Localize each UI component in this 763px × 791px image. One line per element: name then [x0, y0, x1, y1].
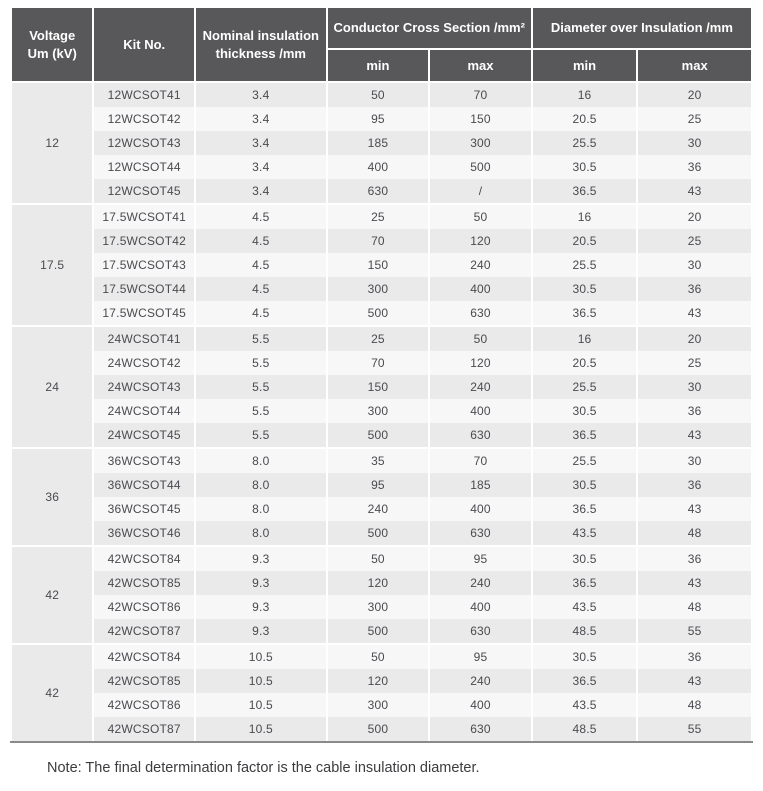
table-row	[12, 301, 751, 325]
cell-kit-no: 24WCSOT44	[94, 399, 194, 423]
table-row	[12, 203, 751, 229]
cell-ccs-min: 500	[328, 521, 429, 545]
cell-thickness: 5.5	[196, 423, 326, 447]
cell-kit-no: 17.5WCSOT41	[94, 203, 194, 229]
cell-doi-max: 43	[638, 669, 751, 693]
cell-ccs-min: 35	[328, 447, 429, 473]
cell-kit-no: 12WCSOT45	[94, 179, 194, 203]
table-row	[12, 351, 751, 375]
cell-thickness: 4.5	[196, 229, 326, 253]
cell-ccs-max: 185	[430, 473, 531, 497]
cell-ccs-max: 400	[430, 497, 531, 521]
cell-ccs-min: 500	[328, 619, 429, 643]
table-row	[12, 253, 751, 277]
table-row	[12, 473, 751, 497]
col-header-nominal-line1: Nominal insulation	[202, 27, 319, 43]
cell-doi-min: 25.5	[533, 131, 637, 155]
table-row	[12, 179, 751, 203]
col-header-kit-no: Kit No.	[94, 8, 194, 81]
cell-doi-min: 16	[533, 203, 637, 229]
cell-doi-max: 36	[638, 155, 751, 179]
cell-thickness: 4.5	[196, 277, 326, 301]
cell-doi-max: 48	[638, 595, 751, 619]
spec-table	[10, 8, 753, 741]
cell-thickness: 3.4	[196, 107, 326, 131]
cell-doi-min: 25.5	[533, 447, 637, 473]
cell-ccs-max: 240	[430, 253, 531, 277]
cell-doi-min: 30.5	[533, 399, 637, 423]
cell-kit-no: 36WCSOT46	[94, 521, 194, 545]
cell-kit-no: 42WCSOT86	[94, 693, 194, 717]
cell-thickness: 10.5	[196, 717, 326, 741]
cell-kit-no: 42WCSOT87	[94, 717, 194, 741]
cell-doi-min: 36.5	[533, 571, 637, 595]
cell-thickness: 3.4	[196, 131, 326, 155]
cell-doi-max: 20	[638, 325, 751, 351]
voltage-group-cell: 42	[12, 643, 92, 741]
cell-ccs-min: 400	[328, 155, 429, 179]
cell-ccs-min: 50	[328, 545, 429, 571]
table-row	[12, 81, 751, 107]
table-row	[12, 399, 751, 423]
cell-thickness: 3.4	[196, 179, 326, 203]
cell-doi-max: 25	[638, 351, 751, 375]
cell-kit-no: 42WCSOT87	[94, 619, 194, 643]
table-row	[12, 643, 751, 669]
cell-thickness: 5.5	[196, 399, 326, 423]
cell-ccs-max: 240	[430, 669, 531, 693]
cell-ccs-min: 25	[328, 325, 429, 351]
subheader-ccs-min: min	[328, 48, 429, 81]
voltage-group-cell: 42	[12, 545, 92, 643]
table-row	[12, 423, 751, 447]
cell-kit-no: 42WCSOT86	[94, 595, 194, 619]
cell-ccs-min: 300	[328, 399, 429, 423]
cell-ccs-max: 95	[430, 643, 531, 669]
cell-doi-max: 20	[638, 81, 751, 107]
cell-ccs-max: 120	[430, 229, 531, 253]
cell-kit-no: 24WCSOT45	[94, 423, 194, 447]
cell-thickness: 3.4	[196, 155, 326, 179]
cell-doi-max: 36	[638, 399, 751, 423]
cell-ccs-min: 70	[328, 351, 429, 375]
footnote: Note: The final determination factor is the cable insulation diameter.	[47, 760, 480, 776]
cell-doi-min: 43.5	[533, 521, 637, 545]
col-header-voltage	[12, 8, 92, 81]
cell-kit-no: 36WCSOT45	[94, 497, 194, 521]
cell-thickness: 5.5	[196, 351, 326, 375]
table-row	[12, 717, 751, 741]
cell-kit-no: 17.5WCSOT42	[94, 229, 194, 253]
cell-ccs-min: 70	[328, 229, 429, 253]
cell-ccs-min: 50	[328, 81, 429, 107]
cell-kit-no: 12WCSOT41	[94, 81, 194, 107]
table-row	[12, 277, 751, 301]
cell-ccs-min: 50	[328, 643, 429, 669]
table-row	[12, 325, 751, 351]
cell-ccs-max: 70	[430, 81, 531, 107]
cell-thickness: 9.3	[196, 545, 326, 571]
cell-doi-min: 20.5	[533, 229, 637, 253]
cell-ccs-max: 70	[430, 447, 531, 473]
cell-ccs-max: 120	[430, 351, 531, 375]
cell-doi-min: 30.5	[533, 155, 637, 179]
cell-thickness: 5.5	[196, 375, 326, 399]
cell-doi-max: 43	[638, 179, 751, 203]
cell-thickness: 8.0	[196, 521, 326, 545]
col-header-diameter-over-insulation: Diameter over Insulation /mm	[533, 8, 751, 48]
cell-ccs-min: 240	[328, 497, 429, 521]
cell-doi-max: 36	[638, 277, 751, 301]
table-row	[12, 131, 751, 155]
cell-kit-no: 42WCSOT85	[94, 669, 194, 693]
cell-doi-min: 25.5	[533, 253, 637, 277]
cell-doi-max: 25	[638, 107, 751, 131]
cell-doi-min: 36.5	[533, 669, 637, 693]
cell-ccs-min: 500	[328, 717, 429, 741]
cell-thickness: 4.5	[196, 301, 326, 325]
cell-thickness: 10.5	[196, 669, 326, 693]
cell-doi-max: 43	[638, 571, 751, 595]
cell-ccs-max: 50	[430, 325, 531, 351]
cell-kit-no: 42WCSOT84	[94, 643, 194, 669]
table-row	[12, 595, 751, 619]
cell-doi-max: 30	[638, 375, 751, 399]
cell-doi-max: 48	[638, 693, 751, 717]
cell-kit-no: 12WCSOT43	[94, 131, 194, 155]
cell-doi-min: 30.5	[533, 545, 637, 571]
cell-doi-max: 30	[638, 131, 751, 155]
cell-ccs-max: 300	[430, 131, 531, 155]
cell-ccs-max: 630	[430, 301, 531, 325]
cell-ccs-min: 150	[328, 375, 429, 399]
cell-kit-no: 12WCSOT42	[94, 107, 194, 131]
cell-doi-max: 43	[638, 301, 751, 325]
cell-doi-min: 48.5	[533, 717, 637, 741]
cell-thickness: 3.4	[196, 81, 326, 107]
cell-ccs-max: 400	[430, 277, 531, 301]
cell-ccs-min: 185	[328, 131, 429, 155]
cell-kit-no: 36WCSOT43	[94, 447, 194, 473]
cell-ccs-min: 120	[328, 669, 429, 693]
table-row	[12, 497, 751, 521]
cell-doi-min: 20.5	[533, 351, 637, 375]
cell-ccs-min: 630	[328, 179, 429, 203]
cell-thickness: 5.5	[196, 325, 326, 351]
cell-ccs-max: 400	[430, 693, 531, 717]
table-row	[12, 447, 751, 473]
col-header-conductor-cross-section: Conductor Cross Section /mm²	[328, 8, 531, 48]
cell-ccs-min: 300	[328, 693, 429, 717]
table-row	[12, 619, 751, 643]
cell-ccs-min: 25	[328, 203, 429, 229]
table-row	[12, 229, 751, 253]
cell-doi-min: 25.5	[533, 375, 637, 399]
cell-thickness: 4.5	[196, 203, 326, 229]
voltage-group-cell: 12	[12, 81, 92, 203]
cell-doi-min: 36.5	[533, 179, 637, 203]
cell-kit-no: 17.5WCSOT43	[94, 253, 194, 277]
cell-ccs-min: 300	[328, 277, 429, 301]
cell-thickness: 9.3	[196, 595, 326, 619]
subheader-doi-max: max	[638, 48, 751, 81]
cell-doi-min: 30.5	[533, 277, 637, 301]
cell-doi-min: 16	[533, 325, 637, 351]
cell-ccs-max: 240	[430, 571, 531, 595]
cell-thickness: 9.3	[196, 571, 326, 595]
col-header-voltage-line1: Voltage	[29, 27, 76, 43]
cell-doi-max: 20	[638, 203, 751, 229]
cell-thickness: 4.5	[196, 253, 326, 277]
cell-doi-min: 43.5	[533, 595, 637, 619]
cell-kit-no: 42WCSOT85	[94, 571, 194, 595]
cell-ccs-max: 400	[430, 399, 531, 423]
cell-ccs-max: 630	[430, 619, 531, 643]
cell-ccs-max: 400	[430, 595, 531, 619]
page	[0, 8, 763, 776]
voltage-group-cell: 36	[12, 447, 92, 545]
cell-doi-min: 16	[533, 81, 637, 107]
cell-doi-min: 48.5	[533, 619, 637, 643]
table-row	[12, 545, 751, 571]
cell-ccs-max: /	[430, 179, 531, 203]
subheader-ccs-max: max	[430, 48, 531, 81]
cell-doi-min: 30.5	[533, 473, 637, 497]
table-header	[12, 8, 751, 81]
cell-thickness: 9.3	[196, 619, 326, 643]
cell-ccs-max: 500	[430, 155, 531, 179]
cell-doi-max: 25	[638, 229, 751, 253]
cell-doi-max: 36	[638, 643, 751, 669]
table-row	[12, 693, 751, 717]
table-body	[12, 81, 751, 741]
cell-thickness: 10.5	[196, 643, 326, 669]
col-header-nominal-thickness	[196, 8, 326, 81]
cell-doi-max: 43	[638, 423, 751, 447]
table-row	[12, 571, 751, 595]
cell-thickness: 8.0	[196, 497, 326, 521]
table-row	[12, 521, 751, 545]
cell-doi-min: 36.5	[533, 301, 637, 325]
table-row	[12, 669, 751, 693]
cell-kit-no: 36WCSOT44	[94, 473, 194, 497]
cell-doi-min: 36.5	[533, 423, 637, 447]
cell-ccs-min: 95	[328, 107, 429, 131]
cell-doi-max: 30	[638, 447, 751, 473]
cell-kit-no: 24WCSOT42	[94, 351, 194, 375]
subheader-doi-min: min	[533, 48, 637, 81]
cell-doi-min: 20.5	[533, 107, 637, 131]
cell-ccs-min: 500	[328, 423, 429, 447]
cell-ccs-min: 150	[328, 253, 429, 277]
header-row-main	[12, 8, 751, 48]
cell-ccs-min: 300	[328, 595, 429, 619]
cell-ccs-max: 630	[430, 717, 531, 741]
cell-doi-min: 30.5	[533, 643, 637, 669]
cell-ccs-min: 500	[328, 301, 429, 325]
cell-thickness: 8.0	[196, 447, 326, 473]
table-row	[12, 375, 751, 399]
cell-thickness: 10.5	[196, 693, 326, 717]
cell-ccs-max: 240	[430, 375, 531, 399]
cell-doi-max: 43	[638, 497, 751, 521]
voltage-group-cell: 24	[12, 325, 92, 447]
cell-thickness: 8.0	[196, 473, 326, 497]
cell-kit-no: 42WCSOT84	[94, 545, 194, 571]
cell-doi-max: 36	[638, 473, 751, 497]
cell-kit-no: 17.5WCSOT44	[94, 277, 194, 301]
cell-doi-max: 36	[638, 545, 751, 571]
voltage-group-cell: 17.5	[12, 203, 92, 325]
cell-kit-no: 12WCSOT44	[94, 155, 194, 179]
col-header-nominal-line2: thickness /mm	[215, 45, 306, 61]
cell-doi-max: 55	[638, 619, 751, 643]
cell-doi-max: 55	[638, 717, 751, 741]
cell-kit-no: 24WCSOT43	[94, 375, 194, 399]
cell-doi-min: 36.5	[533, 497, 637, 521]
cell-ccs-max: 630	[430, 521, 531, 545]
cell-ccs-min: 120	[328, 571, 429, 595]
cell-doi-max: 48	[638, 521, 751, 545]
table-row	[12, 107, 751, 131]
cell-ccs-max: 50	[430, 203, 531, 229]
cell-ccs-max: 150	[430, 107, 531, 131]
table-row	[12, 155, 751, 179]
cell-doi-max: 30	[638, 253, 751, 277]
cell-ccs-max: 630	[430, 423, 531, 447]
col-header-voltage-line2: Um (kV)	[27, 45, 77, 61]
cell-ccs-min: 95	[328, 473, 429, 497]
cell-kit-no: 17.5WCSOT45	[94, 301, 194, 325]
spec-table-container	[10, 8, 753, 743]
cell-ccs-max: 95	[430, 545, 531, 571]
cell-doi-min: 43.5	[533, 693, 637, 717]
cell-kit-no: 24WCSOT41	[94, 325, 194, 351]
